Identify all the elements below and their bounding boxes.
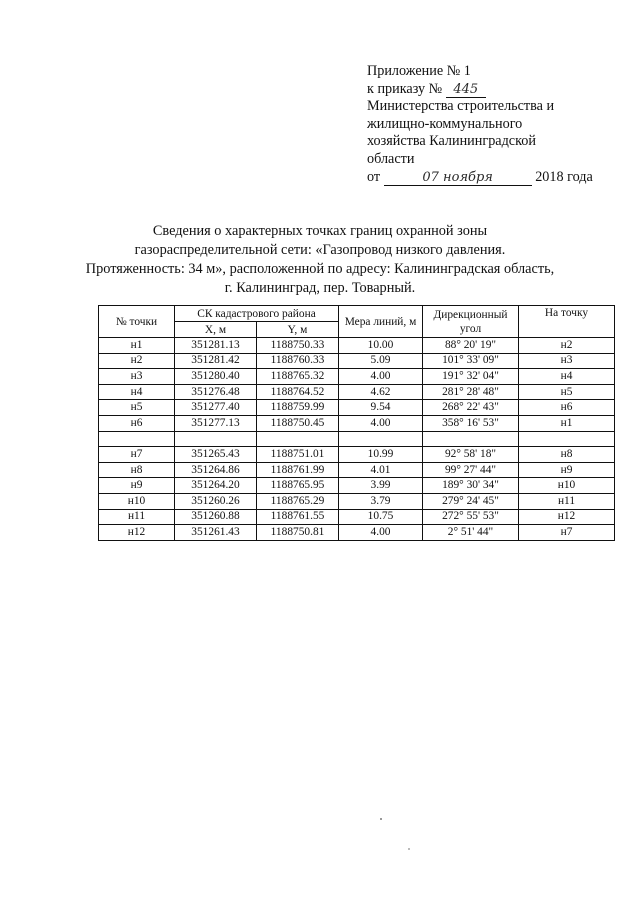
header-to-point: На точку [519,306,615,338]
cell-length [339,431,423,447]
date-prefix: от [367,168,381,185]
cell-point: н11 [99,509,175,525]
cell-point: н10 [99,493,175,509]
cell-length: 4.01 [339,462,423,478]
table-row [99,415,615,431]
table-row [99,478,615,494]
header-y: Y, м [257,322,339,338]
cell-angle: 99° 27' 44" [423,462,519,478]
table-body [99,338,615,541]
cell-y: 1188761.99 [257,462,339,478]
cell-y: 1188759.99 [257,400,339,416]
cell-y: 1188765.29 [257,493,339,509]
heading-line-3: Протяженность: 34 м», расположенной по адресу: Калининградская область, [85,261,555,277]
header-x: X, м [175,322,257,338]
cell-to: н4 [519,369,615,385]
table-row [99,338,615,354]
cell-angle: 272° 55' 53" [423,509,519,525]
cell-y: 1188765.32 [257,369,339,385]
cell-point: н7 [99,447,175,463]
cell-y: 1188765.95 [257,478,339,494]
cell-x: 351264.20 [175,478,257,494]
cell-x: 351277.13 [175,415,257,431]
cell-point: н8 [99,462,175,478]
cell-to [519,431,615,447]
ministry-line-4: области [367,150,415,167]
cell-to: н7 [519,525,615,541]
cell-point: н12 [99,525,175,541]
cell-length: 10.75 [339,509,423,525]
cell-to: н3 [519,353,615,369]
cell-length: 4.00 [339,525,423,541]
appendix-title: Приложение № 1 [367,63,471,79]
cell-point: н9 [99,478,175,494]
heading-line-1: Сведения о характерных точках границ охранной зоны [152,223,488,239]
cell-to: н2 [519,338,615,354]
cell-y: 1188750.81 [257,525,339,541]
cell-y: 1188761.55 [257,509,339,525]
cell-angle: 268° 22' 43" [423,400,519,416]
cell-point: н4 [99,384,175,400]
heading-line-2: газораспределительной сети: «Газопровод низкого давления. [134,242,506,258]
table-row [99,384,615,400]
header-direction: Дирекционный угол [423,306,519,338]
cell-angle: 101° 33' 09" [423,353,519,369]
table-row [99,525,615,541]
table-row [99,400,615,416]
cell-to: н10 [519,478,615,494]
boundary-points-table [98,305,615,541]
cell-length: 4.00 [339,415,423,431]
cell-length: 3.99 [339,478,423,494]
cell-point [99,431,175,447]
cell-angle: 88° 20' 19" [423,338,519,354]
cell-x: 351261.43 [175,525,257,541]
order-prefix: к приказу № [367,80,443,97]
table-row [99,431,615,447]
table-row [99,493,615,509]
ministry-line-3: хозяйства Калининградской [367,133,536,150]
cell-x: 351265.43 [175,447,257,463]
cell-y: 1188750.33 [257,338,339,354]
scan-speck [408,848,410,850]
cell-x: 351276.48 [175,384,257,400]
cell-x: 351277.40 [175,400,257,416]
header-point: № точки [99,306,175,338]
cell-to: н8 [519,447,615,463]
cell-x: 351281.13 [175,338,257,354]
cell-length: 4.62 [339,384,423,400]
cell-angle: 92° 58' 18" [423,447,519,463]
cell-angle: 189° 30' 34" [423,478,519,494]
cell-to: н11 [519,493,615,509]
cell-x [175,431,257,447]
cell-point: н5 [99,400,175,416]
cell-length: 4.00 [339,369,423,385]
table-row [99,447,615,463]
cell-to: н5 [519,384,615,400]
date-line [367,169,607,187]
header-sk: СК кадастрового района [175,306,339,322]
cell-y [257,431,339,447]
cell-x: 351260.88 [175,509,257,525]
cell-angle: 279° 24' 45" [423,493,519,509]
table-row [99,462,615,478]
cell-to: н9 [519,462,615,478]
cell-length: 10.00 [339,338,423,354]
cell-length: 10.99 [339,447,423,463]
cell-x: 351281.42 [175,353,257,369]
cell-y: 1188760.33 [257,353,339,369]
date-suffix: 2018 года [535,168,593,185]
cell-y: 1188751.01 [257,447,339,463]
cell-y: 1188764.52 [257,384,339,400]
appendix-block [367,63,607,186]
scan-speck [380,818,382,820]
cell-angle: 191° 32' 04" [423,369,519,385]
cell-x: 351260.26 [175,493,257,509]
cell-to: н6 [519,400,615,416]
cell-length: 3.79 [339,493,423,509]
ministry-line-1: Министерства строительства и [367,98,555,115]
cell-length: 9.54 [339,400,423,416]
cell-angle: 358° 16' 53" [423,415,519,431]
cell-point: н1 [99,338,175,354]
cell-angle: 281° 28' 48" [423,384,519,400]
cell-x: 351280.40 [175,369,257,385]
table-row [99,353,615,369]
cell-x: 351264.86 [175,462,257,478]
cell-point: н2 [99,353,175,369]
cell-y: 1188750.45 [257,415,339,431]
cell-length: 5.09 [339,353,423,369]
ministry-line-2: жилищно-коммунального [367,115,523,132]
cell-to: н1 [519,415,615,431]
heading-line-4: г. Калининград, пер. Товарный. [224,280,416,296]
order-number: 445 [446,83,486,98]
table-row [99,369,615,385]
cell-angle: 2° 51' 44" [423,525,519,541]
cell-angle [423,431,519,447]
cell-point: н3 [99,369,175,385]
cell-to: н12 [519,509,615,525]
date-handwritten: 07 ноября [384,171,532,186]
order-number-line [367,81,607,99]
header-length: Мера линий, м [339,306,423,338]
document-heading [70,222,570,298]
table-row [99,509,615,525]
cell-point: н6 [99,415,175,431]
